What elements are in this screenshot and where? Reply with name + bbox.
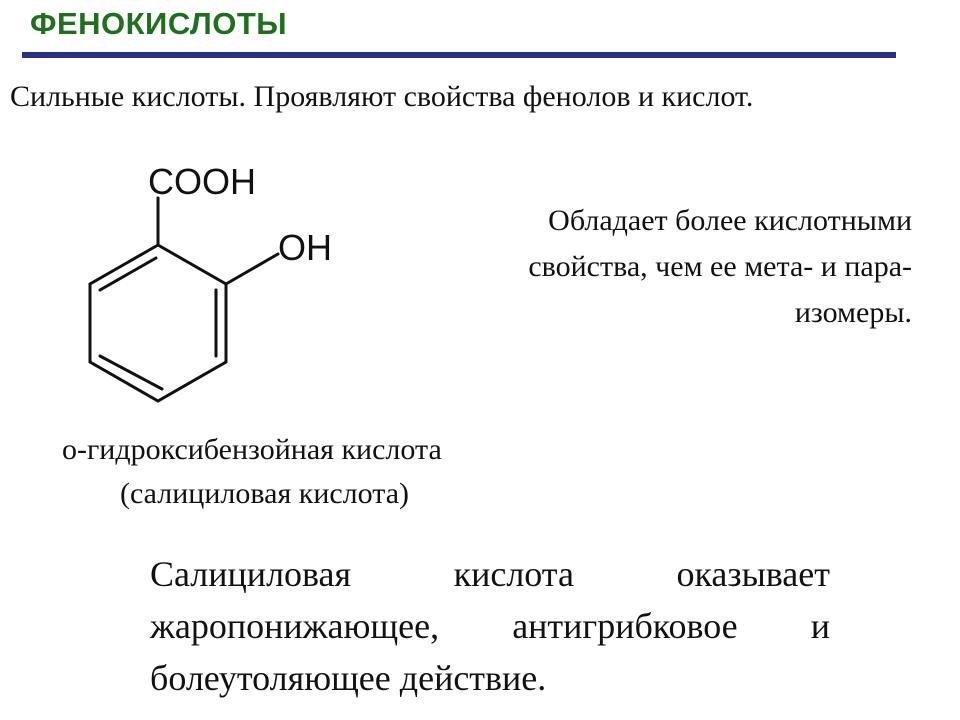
slide-title: ФЕНОКИСЛОТЫ (30, 6, 288, 41)
compound-caption (62, 428, 542, 516)
effects-paragraph (150, 548, 830, 704)
compound-name: о-гидроксибензойная кислота (62, 433, 442, 466)
benzene-ring (90, 245, 226, 401)
intro-text: Сильные кислоты. Проявляют свойства фенолов и кислот. (10, 80, 754, 113)
acidity-note-line: изомеры. (794, 296, 912, 329)
effects-line: жаропонижающее, антигрибковое и (150, 606, 830, 646)
effects-line: болеутоляющее действие. (150, 658, 547, 698)
acidity-note (392, 198, 912, 336)
structural-formula-diagram (80, 150, 380, 420)
title-underline (22, 52, 896, 58)
acidity-note-line: свойства, чем ее мета- и пара- (528, 250, 912, 283)
compound-common-name: (салициловая кислота) (120, 477, 410, 510)
oh-label: OH (278, 227, 332, 268)
effects-line: Салициловая кислота оказывает (150, 554, 830, 594)
salicylic-acid-structure (80, 150, 380, 425)
acidity-note-line: Обладает более кислотными (548, 204, 912, 237)
cooh-label: COOH (148, 161, 256, 202)
hydroxyl-bond (226, 254, 278, 284)
